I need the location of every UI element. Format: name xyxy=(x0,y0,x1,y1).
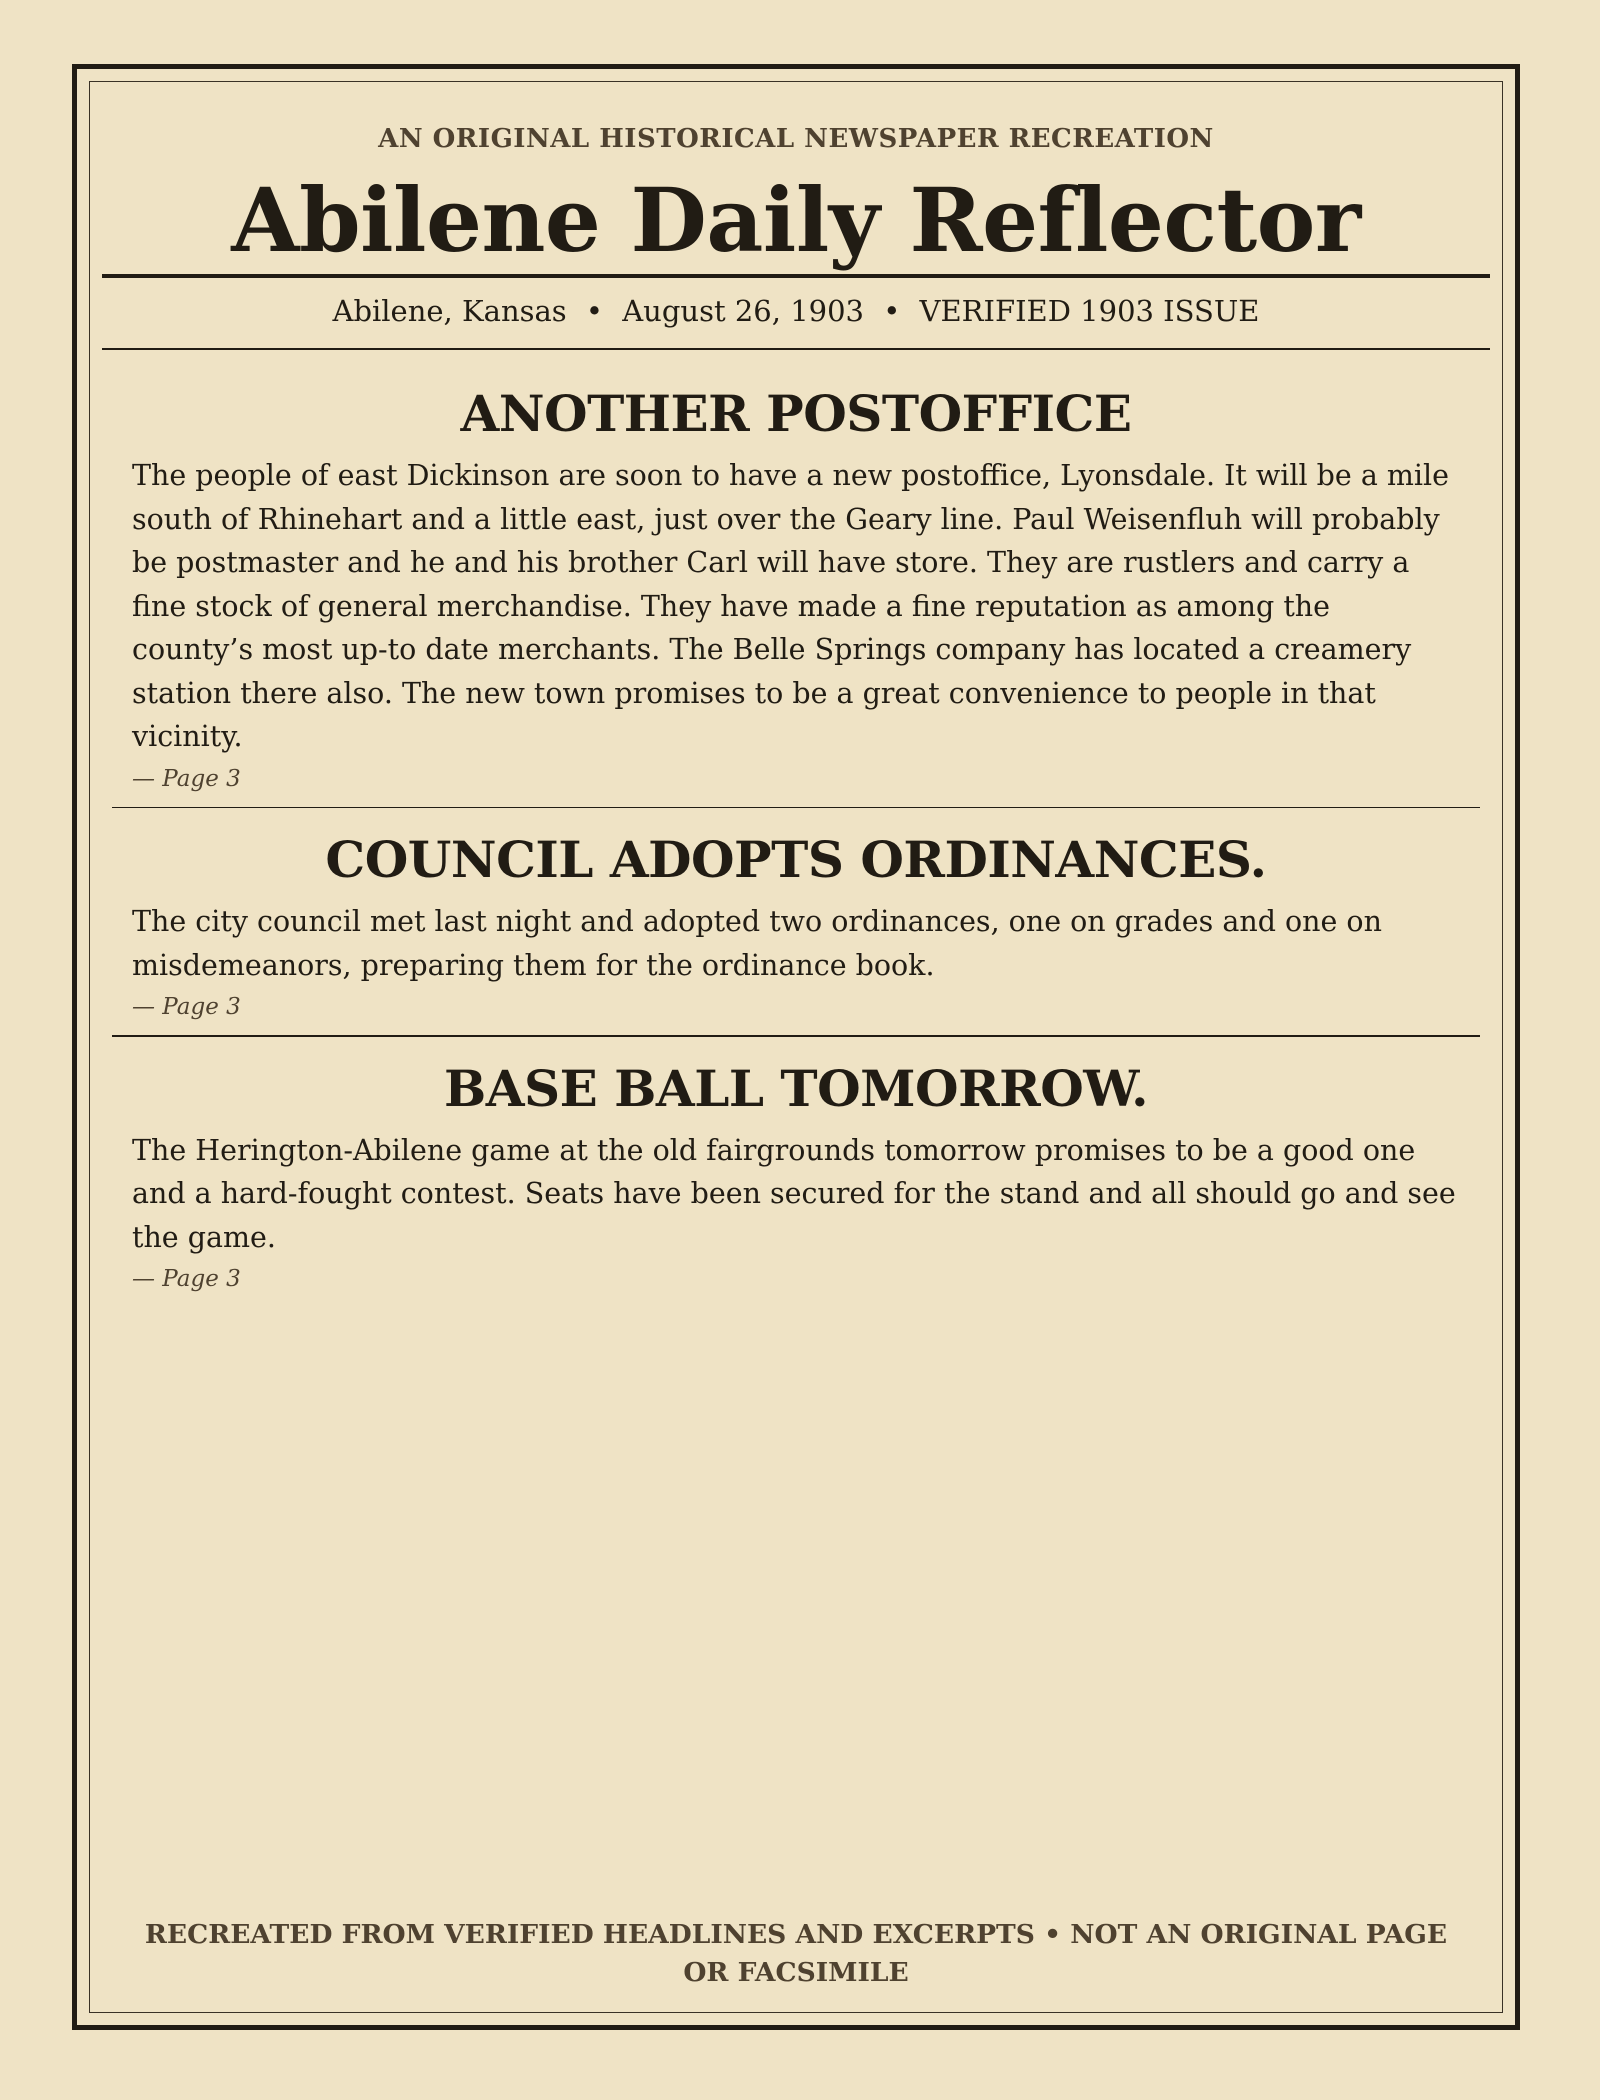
page-outer-border xyxy=(72,64,1520,2030)
article-page-reference: — Page 3 xyxy=(132,765,241,792)
article-headline: BASE BALL TOMORROW. xyxy=(443,1058,1149,1118)
articles-column xyxy=(112,382,1480,1295)
dateline xyxy=(90,294,1502,328)
article xyxy=(112,1057,1480,1296)
dateline-date: August 26, 1903 xyxy=(622,294,864,328)
article-divider xyxy=(112,807,1480,809)
dateline-separator: • xyxy=(585,294,604,328)
article-page-reference: — Page 3 xyxy=(132,994,241,1020)
masthead-rule xyxy=(102,274,1490,278)
footer-notice: RECREATED FROM VERIFIED HEADLINES AND EXCERPTS • NOT AN ORIGINAL PAGE OR FACSIMILE xyxy=(144,1919,1448,1988)
article-page-reference: — Page 3 xyxy=(132,1266,241,1292)
dateline-status: VERIFIED 1903 ISSUE xyxy=(919,294,1260,328)
article-body: The city council met last night and adopted two ordinances, one on grades and one on misdemeanors, preparing them for the ordinance book. xyxy=(132,905,1382,982)
article xyxy=(112,828,1480,1023)
dateline-place: Abilene, Kansas xyxy=(332,294,567,328)
dateline-rule xyxy=(102,348,1490,350)
article-headline: ANOTHER POSTOFFICE xyxy=(460,384,1132,443)
article-body: The Herington-Abilene game at the old fairgrounds tomorrow promises to be a good one and a hard-fought contest. Seats have been secured for the stand and all should go and see the game. xyxy=(132,1133,1456,1254)
article-headline: COUNCIL ADOPTS ORDINANCES. xyxy=(325,830,1267,889)
masthead-title: Abilene Daily Reflector xyxy=(231,168,1361,272)
page-inner-border xyxy=(89,81,1503,2013)
article xyxy=(112,382,1480,795)
article-body: The people of east Dickinson are soon to have a new postoffice, Lyonsdale. It will be a mile south of Rhinehart and a little east, just over the Geary line. Paul Weisenfluh will probably be postmaster and he and his brother Carl will have store. They are rustlers and carry a fine stock of general merchandise. They have made a fine reputation as among the county’s most up-to date merchants. The Belle Springs company has located a creamery station there also. The new town promises to be a great convenience to people in that vicinity. xyxy=(132,459,1449,753)
dateline-separator: • xyxy=(883,294,901,328)
kicker: AN ORIGINAL HISTORICAL NEWSPAPER RECREATION xyxy=(378,124,1214,154)
article-divider xyxy=(112,1035,1480,1037)
